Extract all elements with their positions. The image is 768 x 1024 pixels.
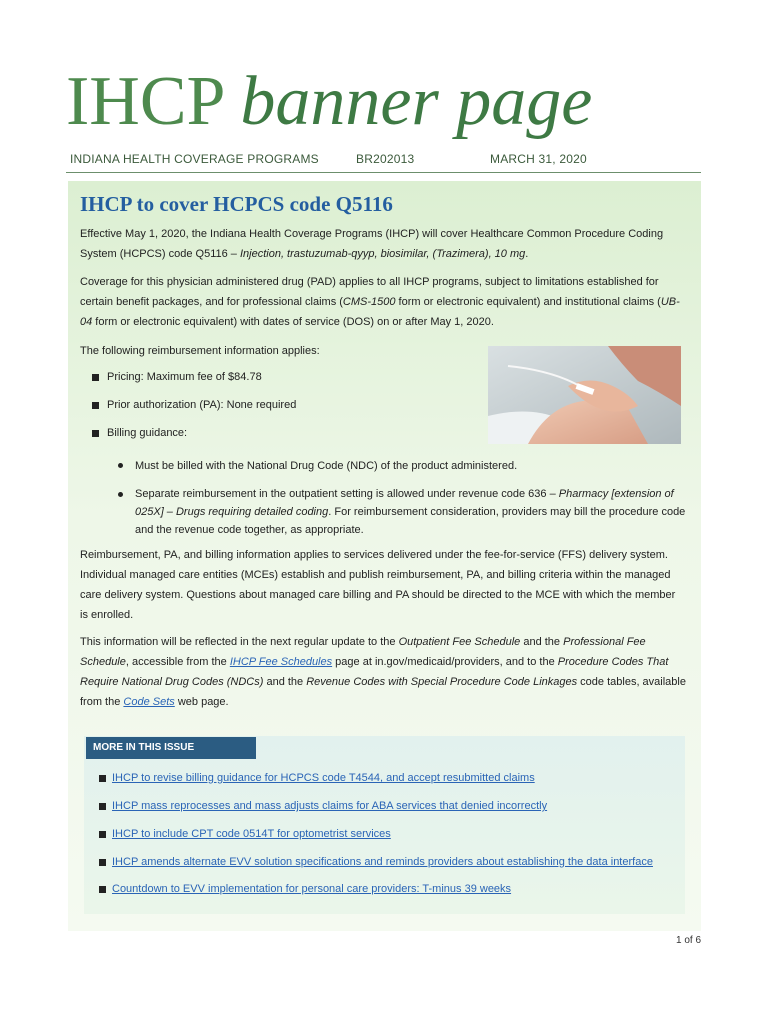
banner-title bbox=[66, 62, 592, 142]
p5-text-2: and the bbox=[520, 636, 564, 648]
bulletin-date: MARCH 31, 2020 bbox=[490, 152, 587, 166]
bullet-billing-guidance: Billing guidance: bbox=[107, 427, 188, 439]
paragraph-effective bbox=[80, 224, 686, 264]
list-bullet bbox=[99, 886, 106, 893]
bulletin-id: BR202013 bbox=[356, 152, 415, 166]
paragraph-ffs: Reimbursement, PA, and billing information applies to services delivered under the fee-for-service (FFS) delivery system. Individual managed care entities (MCEs) establish and publish reimbursement, PA, and billing criteria within the managed care delivery system. Questions about managed care billing and PA should be directed to the MCE with which the member is enrolled. bbox=[80, 549, 676, 621]
sub-bullet-ndc: Must be billed with the National Drug Code (NDC) of the product administered. bbox=[135, 460, 518, 472]
outpatient-fee-schedule: Outpatient Fee Schedule bbox=[398, 636, 521, 648]
p5-text-5: and the bbox=[263, 676, 307, 688]
p5-text-7: web page. bbox=[174, 696, 229, 708]
code-sets-link-text: Code Sets bbox=[123, 696, 175, 708]
bullet-marker bbox=[92, 374, 99, 381]
hands-illustration bbox=[488, 346, 681, 444]
p5-text-3: , accessible from the bbox=[125, 656, 230, 668]
page-number: 1 of 6 bbox=[676, 935, 702, 946]
p1-text: Effective May 1, 2020, the Indiana Health Coverage Programs (IHCP) will cover Healthcare Common Procedure Coding System (HCPCS) code Q5116 – bbox=[80, 228, 664, 260]
paragraph-fee-schedules bbox=[80, 632, 686, 712]
professional-fee-schedule: Professional Fee Schedule bbox=[80, 636, 646, 668]
sub2-text: Separate reimbursement in the outpatient setting is allowed under revenue code 636 – bbox=[135, 488, 559, 500]
p2-text: Coverage for this physician administered drug (PAD) applies to all IHCP programs, subject to limitations established for certain benefit packages, and for professional claims ( bbox=[80, 276, 659, 308]
more-link-0514t[interactable]: IHCP to include CPT code 0514T for optometrist services bbox=[112, 828, 391, 840]
sub-bullet-marker bbox=[118, 463, 123, 468]
bullet-marker bbox=[92, 402, 99, 409]
ihcp-fee-schedules-link-text: IHCP Fee Schedules bbox=[229, 656, 333, 668]
hands-iv-photo bbox=[488, 346, 681, 444]
title-plain: IHCP bbox=[66, 63, 241, 140]
bullet-pricing: Pricing: Maximum fee of $84.78 bbox=[107, 371, 262, 383]
bullet-marker bbox=[92, 430, 99, 437]
p2-ub04: UB-04 bbox=[80, 296, 680, 328]
p2-cms1500: CMS-1500 bbox=[342, 296, 396, 308]
sub-bullet-revenue-code bbox=[135, 485, 687, 539]
list-bullet bbox=[99, 859, 106, 866]
list-bullet bbox=[99, 803, 106, 810]
p2-text-2: form or electronic equivalent) and institutional claims ( bbox=[395, 296, 661, 308]
p5-text: This information will be reflected in the next regular update to the bbox=[80, 636, 399, 648]
more-link-aba[interactable]: IHCP mass reprocesses and mass adjusts claims for ABA services that denied incorrectly bbox=[112, 800, 548, 812]
p1-end: . bbox=[525, 248, 529, 260]
p2-text-3: form or electronic equivalent) with dates of service (DOS) on or after May 1, 2020. bbox=[92, 316, 494, 328]
list-bullet bbox=[99, 831, 106, 838]
p1-italic: Injection, trastuzumab-qyyp, biosimilar, (Trazimera), 10 mg bbox=[239, 248, 526, 260]
more-link-evv-countdown[interactable]: Countdown to EVV implementation for personal care providers: T-minus 39 weeks bbox=[112, 883, 512, 895]
p5-text-4: page at in.gov/medicaid/providers, and to the bbox=[332, 656, 558, 668]
bullet-prior-auth: Prior authorization (PA): None required bbox=[107, 399, 297, 411]
paragraph-reimbursement-intro: The following reimbursement information applies: bbox=[80, 345, 320, 357]
ndc-code-table: Procedure Codes That Require National Drug Codes (NDCs) bbox=[80, 656, 669, 688]
revenue-code-table: Revenue Codes with Special Procedure Code Linkages bbox=[306, 676, 578, 688]
header-divider bbox=[66, 172, 701, 173]
code-sets-link[interactable] bbox=[123, 696, 174, 708]
p5-text-6: code tables, available from the bbox=[80, 676, 686, 708]
ihcp-fee-schedules-link[interactable] bbox=[230, 656, 332, 668]
sub-bullet-marker bbox=[118, 492, 123, 497]
sub2-italic: Pharmacy [extension of 025X] – Drugs requiring detailed coding bbox=[135, 488, 674, 518]
title-italic: banner page bbox=[240, 63, 593, 140]
more-link-t4544[interactable]: IHCP to revise billing guidance for HCPCS code T4544, and accept resubmitted claims bbox=[112, 772, 535, 784]
list-bullet bbox=[99, 775, 106, 782]
sub2-text-2: . For reimbursement consideration, providers may bill the procedure code and the revenue code together, as appropriate. bbox=[135, 506, 686, 536]
more-in-this-issue-heading: MORE IN THIS ISSUE bbox=[86, 737, 256, 759]
org-name: INDIANA HEALTH COVERAGE PROGRAMS bbox=[70, 152, 319, 166]
article-headline: IHCP to cover HCPCS code Q5116 bbox=[80, 192, 393, 216]
more-link-evv-specs[interactable]: IHCP amends alternate EVV solution specifications and reminds providers about establishing the data interface bbox=[112, 856, 653, 868]
paragraph-coverage bbox=[80, 272, 686, 332]
